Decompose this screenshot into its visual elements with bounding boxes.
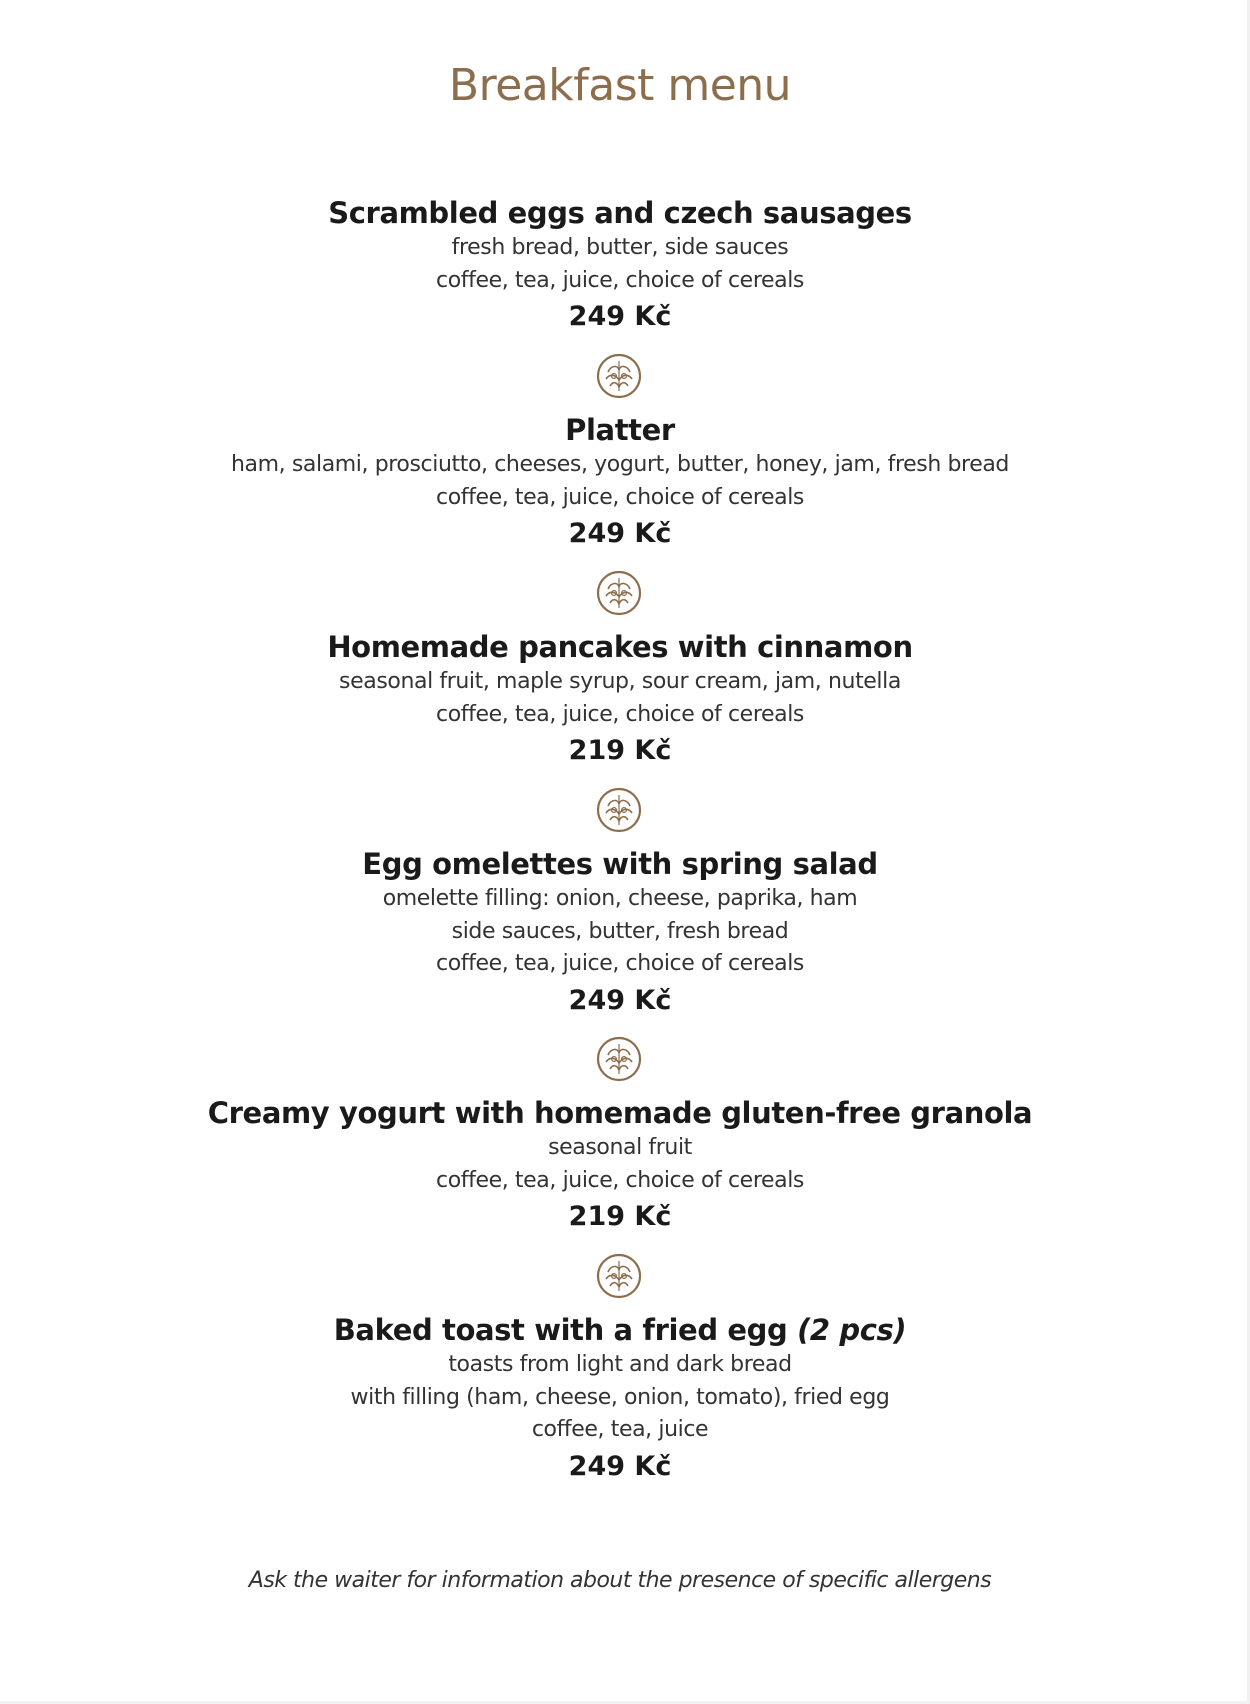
item-quantity: (2 pcs) bbox=[797, 1313, 907, 1347]
ornament-icon bbox=[596, 787, 642, 833]
item-description: coffee, tea, juice, choice of cereals bbox=[436, 701, 804, 727]
item-name bbox=[0, 1313, 1240, 1347]
item-description: coffee, tea, juice, choice of cereals bbox=[436, 267, 804, 293]
item-name: Egg omelettes with spring salad bbox=[362, 847, 878, 881]
item-name: Homemade pancakes with cinnamon bbox=[327, 630, 913, 664]
menu-item-yogurt bbox=[0, 1096, 1240, 1235]
page-title: Breakfast menu bbox=[448, 60, 792, 111]
menu-item-pancakes bbox=[0, 630, 1240, 769]
item-description: fresh bread, butter, side sauces bbox=[451, 235, 789, 260]
item-description: coffee, tea, juice, choice of cereals bbox=[436, 1167, 804, 1193]
ornament-icon bbox=[596, 570, 642, 616]
item-name: Platter bbox=[565, 413, 675, 447]
item-price: 249 Kč bbox=[568, 1450, 672, 1482]
ornament-icon bbox=[596, 353, 642, 399]
item-price: 249 Kč bbox=[568, 518, 672, 549]
item-description: omelette filling: onion, cheese, paprika, ham bbox=[382, 886, 858, 911]
item-name: Creamy yogurt with homemade gluten-free granola bbox=[207, 1096, 1033, 1130]
item-price: 219 Kč bbox=[568, 1201, 672, 1232]
ornament-icon bbox=[596, 1036, 642, 1082]
menu-item-omelettes bbox=[0, 847, 1240, 1019]
item-name: Scrambled eggs and czech sausages bbox=[328, 196, 912, 230]
menu-item-platter bbox=[0, 413, 1240, 552]
item-name-text: Baked toast with a fried egg bbox=[333, 1313, 788, 1347]
item-price: 249 Kč bbox=[568, 984, 672, 1016]
item-description: coffee, tea, juice, choice of cereals bbox=[436, 951, 804, 976]
menu-item-scrambled-eggs bbox=[0, 196, 1240, 335]
item-description: with filling (ham, cheese, onion, tomato), fried egg bbox=[350, 1384, 890, 1410]
menu-item-baked-toast bbox=[0, 1313, 1240, 1485]
ornament-icon bbox=[596, 1253, 642, 1299]
item-description: seasonal fruit bbox=[548, 1135, 692, 1160]
item-description: seasonal fruit, maple syrup, sour cream, jam, nutella bbox=[339, 669, 901, 694]
item-description: coffee, tea, juice bbox=[531, 1417, 709, 1442]
allergen-note: Ask the waiter for information about the presence of specific allergens bbox=[248, 1568, 992, 1593]
item-description: toasts from light and dark bread bbox=[448, 1352, 792, 1377]
item-description: ham, salami, prosciutto, cheeses, yogurt, butter, honey, jam, fresh bread bbox=[231, 452, 1009, 477]
item-description: side sauces, butter, fresh bread bbox=[451, 918, 789, 944]
item-price: 249 Kč bbox=[568, 301, 672, 332]
item-description: coffee, tea, juice, choice of cereals bbox=[436, 484, 804, 510]
item-price: 219 Kč bbox=[568, 735, 672, 766]
